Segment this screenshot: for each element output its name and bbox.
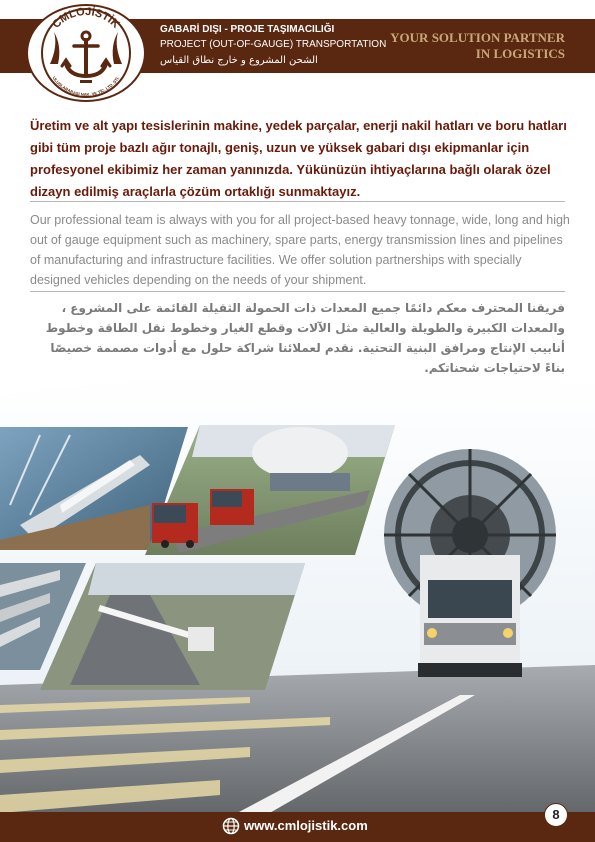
logo-text-top: CMLOJİSTİK: [50, 6, 122, 31]
logo-text-bottom: ULUSLARARASI NAK. VE TİC. LTD. ŞTİ.: [51, 75, 121, 98]
page-number: 8: [544, 803, 568, 827]
header-service-en: PROJECT (OUT-OF-GAUGE) TRANSPORTATION: [160, 39, 387, 50]
tagline-line-2: IN LOGISTICS: [475, 46, 565, 61]
paragraph-turkish: Üretim ve alt yapı tesislerinin makine, yedek parçalar, enerji nakil hatları ve boru hatları gibi tüm proje bazlı ağır tonajlı, geniş, uzun ve yüksek gabari dışı ekipmanlar için profesyonel ekibimiz her zaman yanınızda. Yükünüzün ihtiyaçlarına bağlı olarak özel dizayn edilmiş araçlarla çözüm ortaklığı sunmaktayız.: [30, 118, 567, 199]
header-service-ar: الشحن المشروع و خارج نطاق القياس: [160, 55, 318, 66]
divider-1: [30, 201, 565, 202]
tagline-line-1: YOUR SOLUTION PARTNER: [390, 30, 565, 45]
paragraph-english: Our professional team is always with you for all project-based heavy tonnage, wide, long and high out of gauge equipment such as machinery, spare parts, energy transmission lines and pipelines of manufacturing and infrastructure facilities. We offer solution partnerships with specially designed vehicles depending on the needs of your shipment.: [30, 213, 570, 287]
paragraph-arabic: فريقنا المحترف معكم دائمًا جميع المعدات ذات الحمولة الثقيلة القائمة على المشروع ، والمعدات الكبيرة والطويلة والعالية مثل الآلات وقطع الغيار وخطوط نقل الطاقة وخطوط أنابيب الإنتاج ومرافق البنية التحتية. نقدم لعملائنا شراكة حلول مع أدوات مصممة خصيصًا بناءً لاحتياجات شحناتكم.: [45, 301, 565, 375]
globe-icon: [222, 817, 240, 835]
photo-collage: [0, 365, 595, 830]
company-logo: [28, 6, 144, 100]
header-service-tr: GABARİ DIŞI - PROJE TAŞIMACILIĞI: [160, 24, 335, 35]
divider-2: [30, 291, 565, 292]
website-link[interactable]: www.cmlojistik.com: [244, 818, 368, 833]
